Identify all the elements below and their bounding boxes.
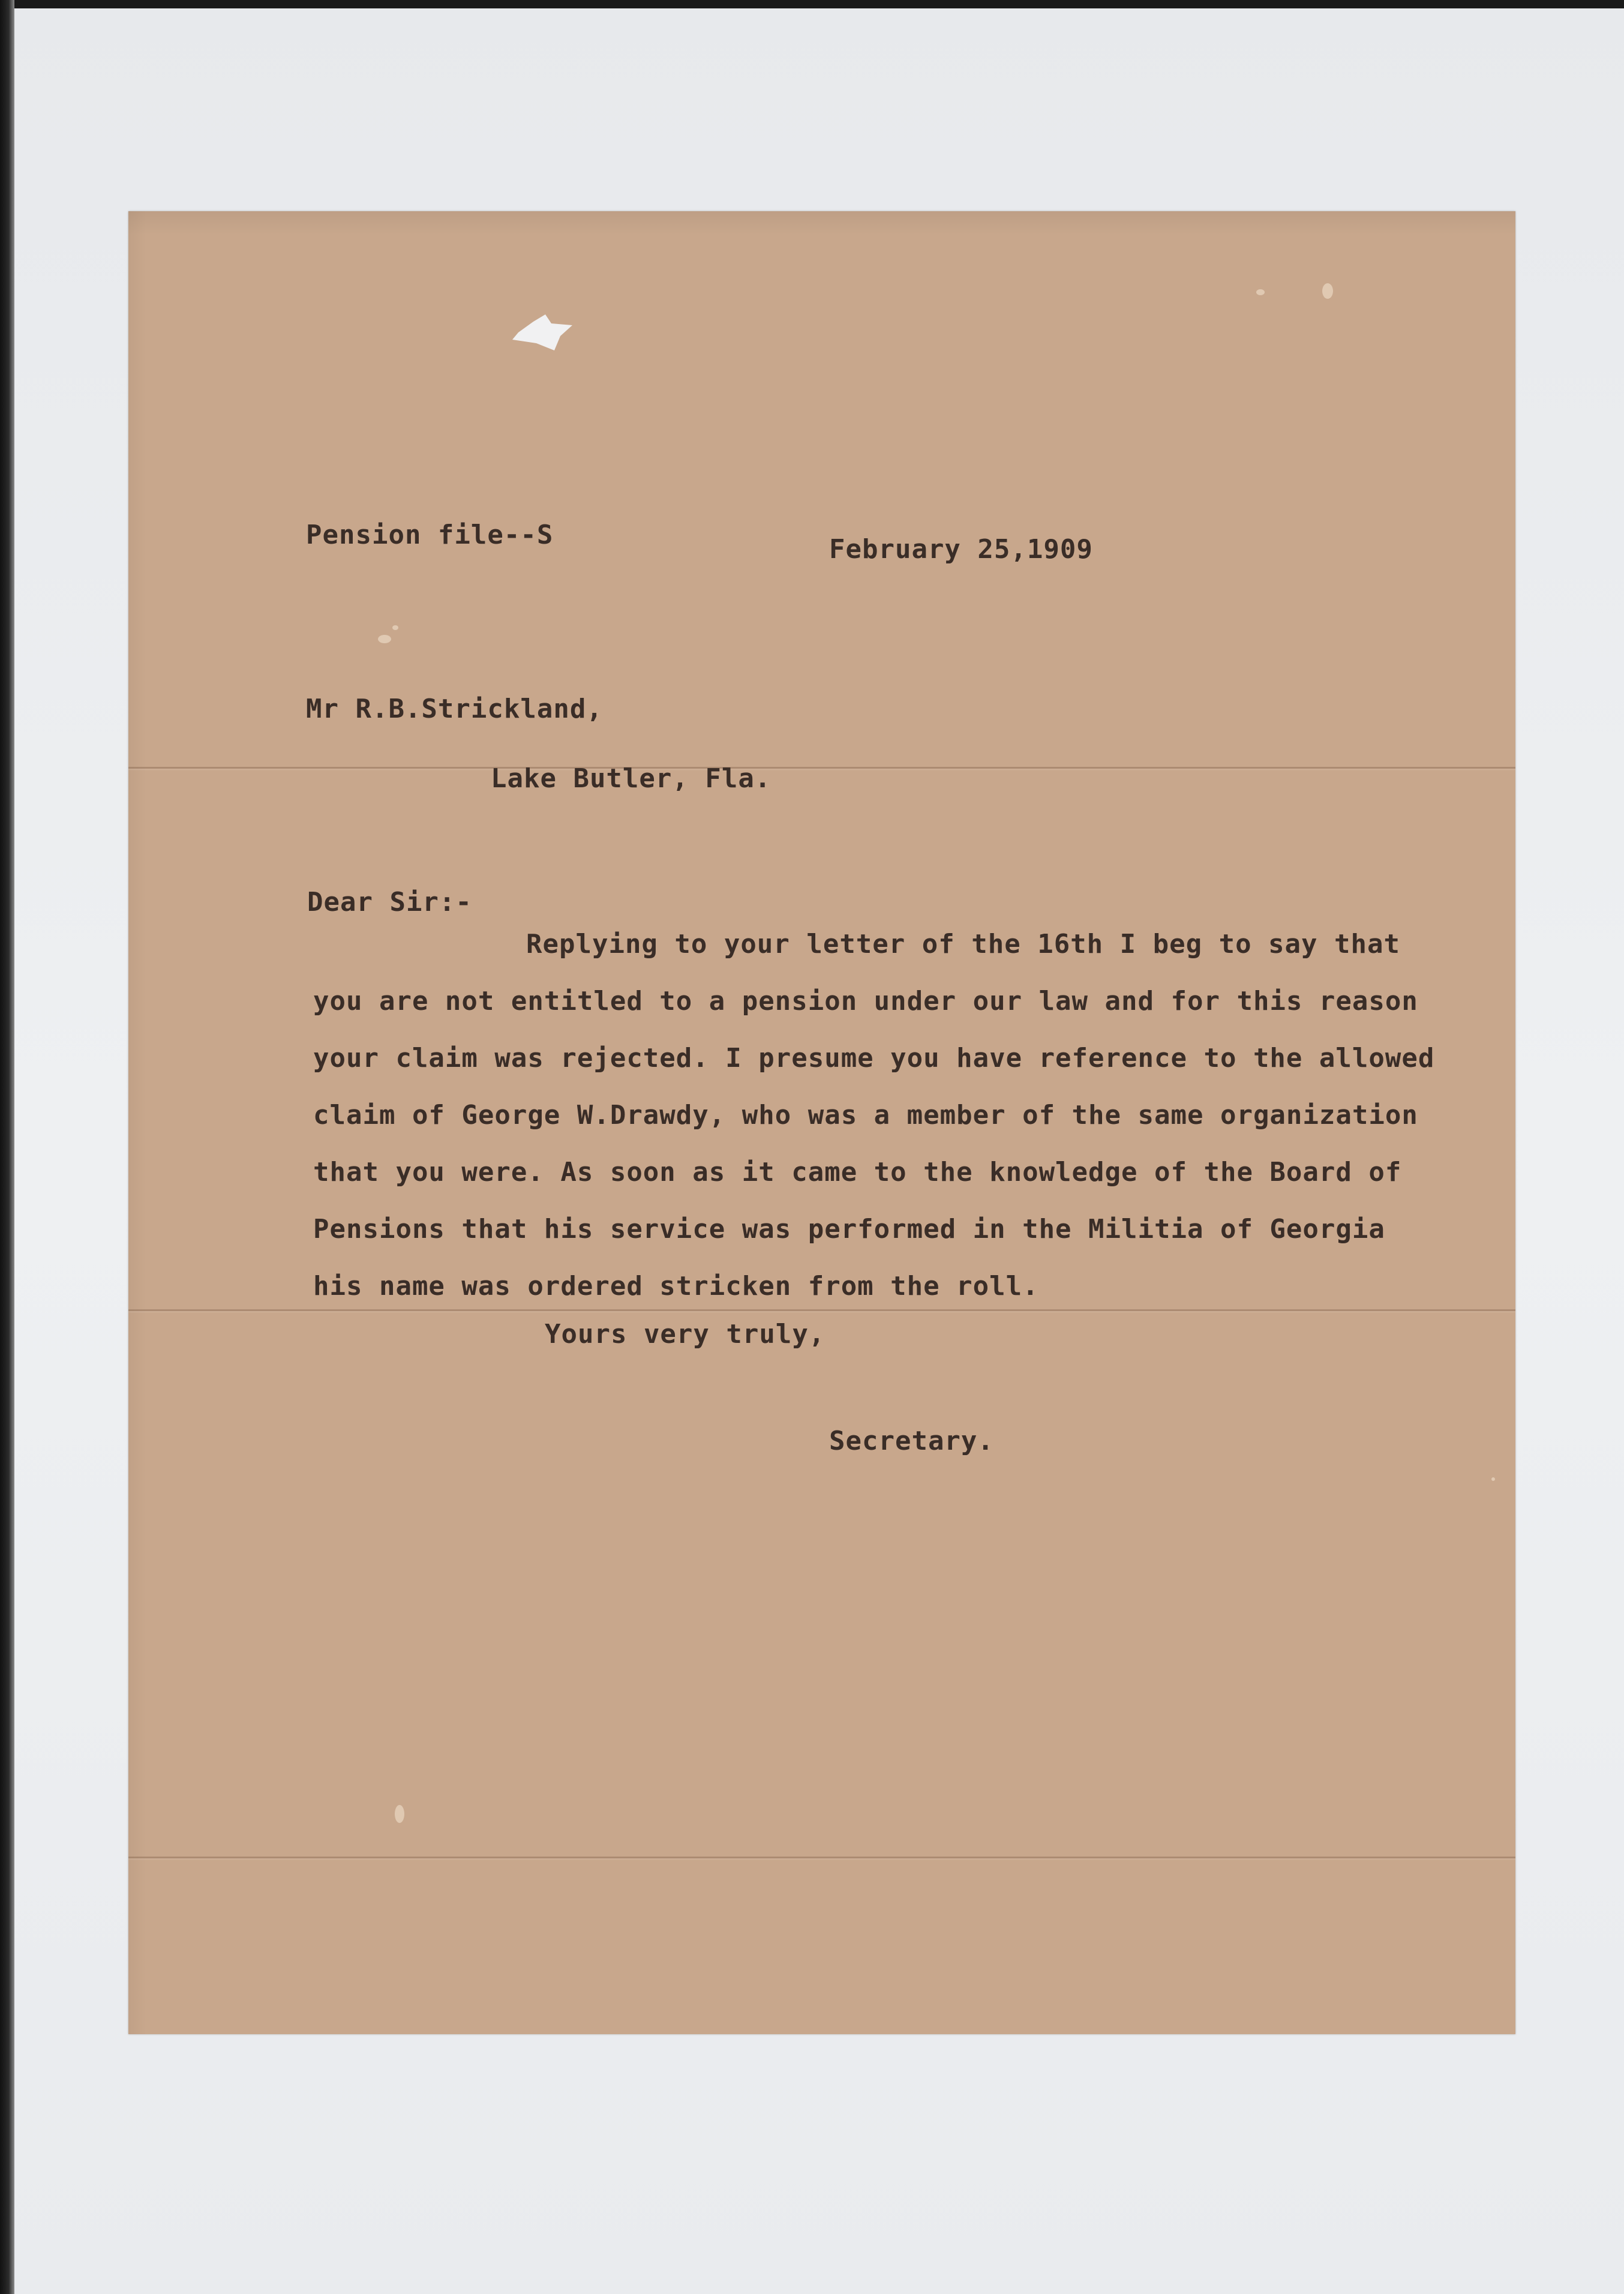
letter-page — [128, 211, 1515, 2034]
closing: Yours very truly, — [545, 1319, 825, 1350]
recipient-name: Mr R.B.Strickland, — [306, 694, 603, 724]
recipient-address: Lake Butler, Fla. — [491, 763, 772, 794]
salutation: Dear Sir:- — [307, 887, 472, 917]
pension-file-ref: Pension file--S — [306, 520, 554, 550]
body-line: claim of George W.Drawdy, who was a member of the same organization — [313, 1100, 1418, 1130]
letter-body — [313, 931, 1434, 1330]
signature-title: Secretary. — [829, 1426, 994, 1456]
torn-hole — [512, 314, 572, 350]
scanner-left-edge — [0, 0, 14, 2294]
body-line: Pensions that his service was performed in the Militia of Georgia — [313, 1214, 1385, 1245]
body-line: that you were. As soon as it came to the knowledge of the Board of — [313, 1157, 1402, 1188]
body-line: his name was ordered stricken from the roll. — [313, 1271, 1039, 1302]
fold-crease — [128, 1857, 1515, 1858]
body-line: Replying to your letter of the 16th I beg to say that — [526, 929, 1400, 959]
body-line: your claim was rejected. I presume you have reference to the allowed — [313, 1043, 1435, 1073]
scanner-top-edge — [0, 0, 1624, 8]
fold-crease — [128, 767, 1515, 769]
letter-date: February 25,1909 — [829, 534, 1093, 565]
body-line: you are not entitled to a pension under our law and for this reason — [313, 986, 1418, 1016]
